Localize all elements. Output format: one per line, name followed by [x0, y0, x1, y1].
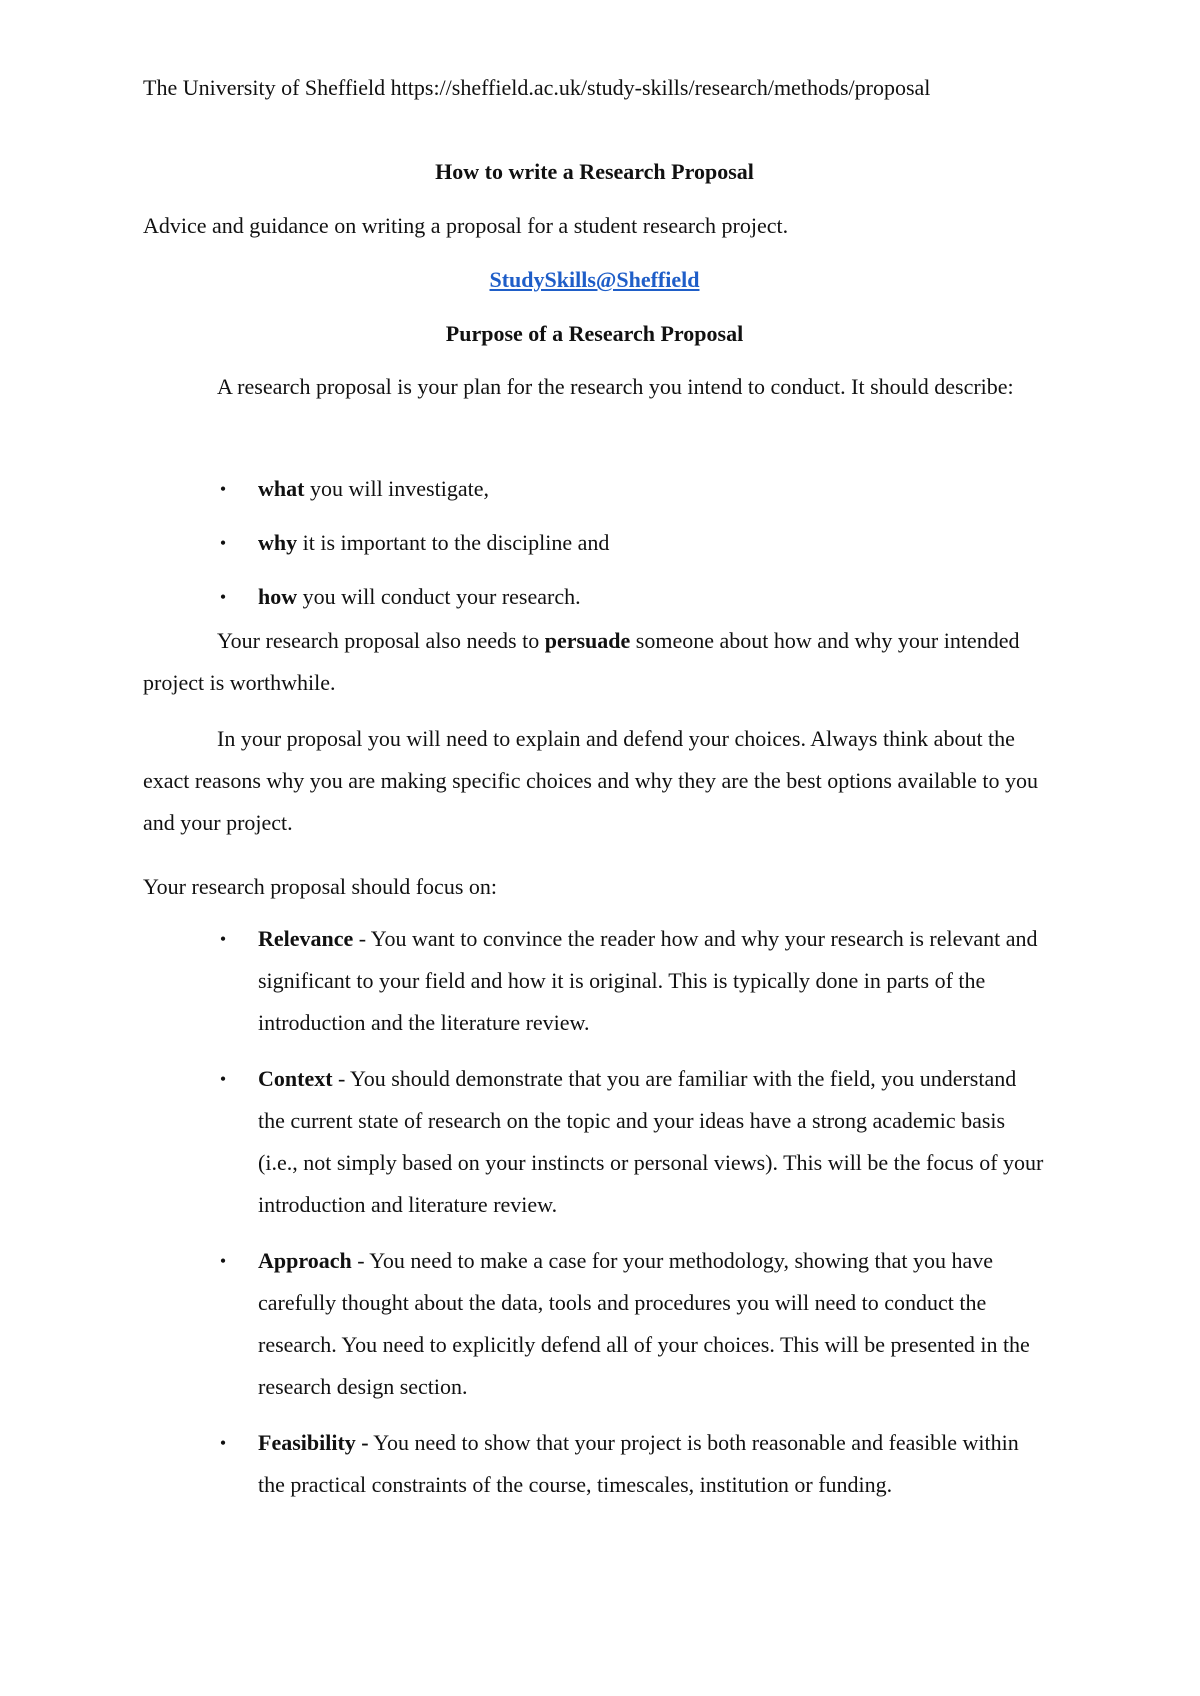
page-title: How to write a Research Proposal	[435, 159, 754, 184]
studyskills-link[interactable]: StudySkills@Sheffield	[489, 267, 700, 292]
bullet-icon: •	[219, 479, 227, 499]
list-item-keyword: Context	[258, 1066, 333, 1091]
page-header	[143, 72, 1103, 104]
section-title: Purpose of a Research Proposal	[445, 321, 744, 346]
describe-list	[143, 468, 1046, 630]
header-url: https://sheffield.ac.uk/study-skills/research/methods/proposal	[390, 75, 931, 100]
list-item-text: - You need to make a case for your methodology, showing that you have carefully thought about the data, tools and procedures you will need to conduct the research. You need to explicitly defend all of your choices. This will be presented in the research design section.	[258, 1248, 1030, 1399]
list-item-text: you will conduct your research.	[297, 584, 581, 609]
list-item-text: - You should demonstrate that you are familiar with the field, you understand the current state of research on the topic and your ideas have a strong academic basis (i.e., not simply based on your instincts or personal views). This will be the focus of your introduction and literature review.	[258, 1066, 1044, 1217]
list-item-text: you will investigate,	[304, 476, 489, 501]
persuade-text-before: Your research proposal also needs to	[217, 628, 545, 653]
list-item	[143, 522, 1046, 564]
list-item-keyword: how	[258, 584, 298, 609]
persuade-text-after: someone about how and why your intended project is worthwhile.	[143, 628, 1020, 695]
list-item-keyword: what	[258, 476, 305, 501]
list-item	[143, 1058, 1046, 1226]
list-item-text: You need to show that your project is both reasonable and feasible within the practical constraints of the course, timescales, institution or funding.	[258, 1430, 1019, 1497]
list-item-keyword: Approach	[258, 1248, 352, 1273]
focus-list	[143, 918, 1046, 1520]
list-item-keyword: Relevance	[258, 926, 354, 951]
persuade-keyword: persuade	[544, 628, 631, 653]
bullet-icon: •	[219, 587, 227, 607]
list-item-keyword: Feasibility -	[258, 1430, 369, 1455]
list-item	[143, 918, 1046, 1044]
list-item-text: it is important to the discipline and	[297, 530, 610, 555]
bullet-icon: •	[219, 1433, 227, 1453]
bullet-icon: •	[219, 533, 227, 553]
link-line	[143, 264, 1046, 296]
bullet-icon: •	[219, 1069, 227, 1089]
list-item	[143, 1240, 1046, 1408]
bullet-icon: •	[219, 1251, 227, 1271]
bullet-icon: •	[219, 929, 227, 949]
list-item	[143, 576, 1046, 618]
list-item	[143, 1422, 1046, 1506]
list-item-keyword: why	[258, 530, 298, 555]
header-university: The University of Sheffield	[143, 75, 386, 100]
intro-paragraph: A research proposal is your plan for the research you intend to conduct. It should describe:	[217, 374, 1014, 399]
list-item	[143, 468, 1046, 510]
list-item-text: - You want to convince the reader how and why your research is relevant and significant to your field and how it is original. This is typically done in parts of the introduction and the literature review.	[258, 926, 1038, 1035]
defend-paragraph: In your proposal you will need to explain and defend your choices. Always think about the exact reasons why you are making specific choices and why they are the best options available to you and your project.	[143, 726, 1038, 835]
page-subtitle: Advice and guidance on writing a proposal for a student research project.	[143, 213, 789, 238]
persuade-paragraph	[143, 620, 1046, 704]
focus-intro: Your research proposal should focus on:	[143, 874, 497, 899]
